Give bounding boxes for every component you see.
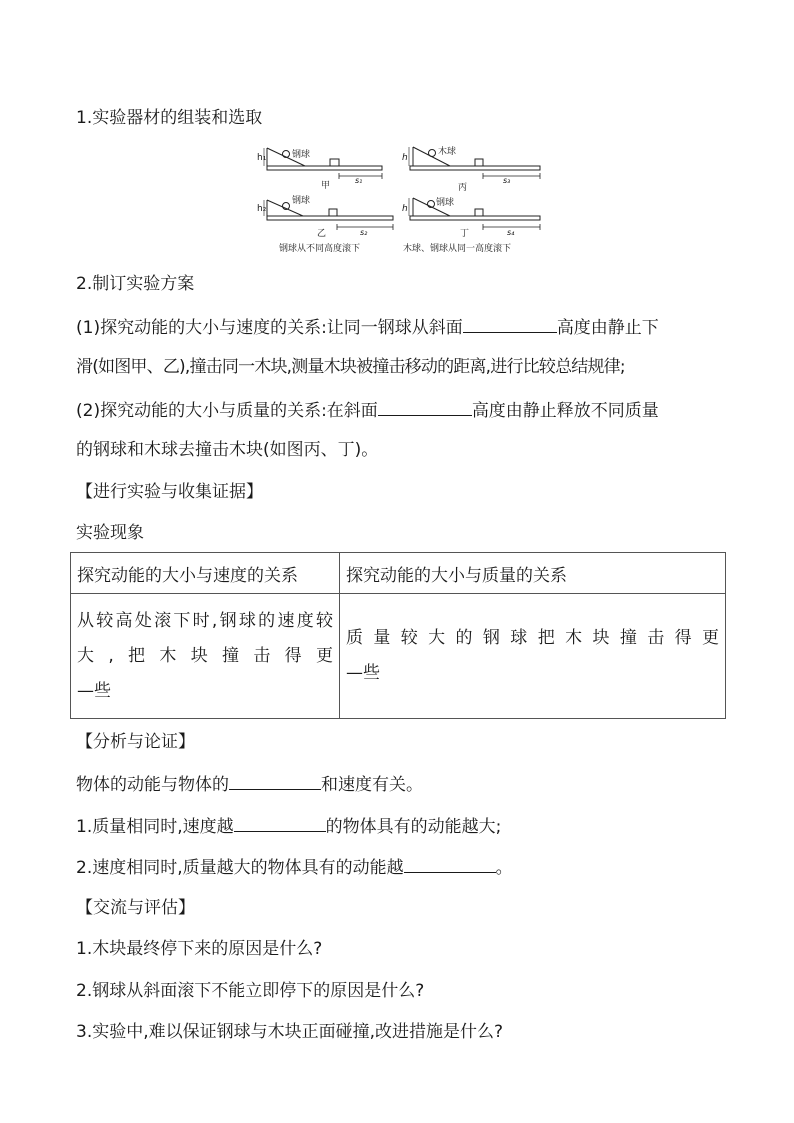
label-h1: h₁	[257, 153, 267, 163]
experiment-figure	[255, 138, 545, 256]
label-yi: 乙	[317, 229, 327, 239]
question-1: 1.木块最终停下来的原因是什么?	[76, 939, 323, 959]
caption-right: 木球、钢球从同一高度滚下	[403, 244, 512, 254]
analysis-line	[76, 772, 423, 796]
section-title-plan: 2.制订实验方案	[76, 274, 195, 294]
analysis-text-a: 物体的动能与物体的	[76, 775, 229, 795]
cell-speed-line-3: —些	[77, 680, 111, 701]
label-jia: 甲	[321, 181, 331, 191]
label-s4: s₄	[507, 228, 515, 237]
heading-experiment: 【进行实验与收集证据】	[76, 482, 263, 502]
label-ding: 丁	[460, 229, 470, 239]
conclusion-2-text-a: 2.速度相同时,质量越大的物体具有的动能越	[76, 858, 404, 878]
table-header-mass: 探究动能的大小与质量的关系	[340, 553, 726, 594]
setup-bing	[402, 145, 540, 193]
label-s3: s₃	[503, 176, 511, 185]
setup-ding	[402, 196, 540, 254]
question-3: 3.实验中,难以保证钢球与木块正面碰撞,改进措施是什么?	[76, 1022, 504, 1042]
cell-mass-line-2: —些	[346, 663, 380, 683]
table-header-row	[71, 553, 726, 594]
analysis-text-b: 和速度有关。	[321, 775, 423, 795]
label-steel-ball-ding: 钢球	[436, 198, 455, 208]
conclusion-1-text-b: 的物体具有的动能越大;	[325, 817, 502, 837]
label-steel-ball-yi: 钢球	[292, 196, 311, 206]
plan-1-text-b: 高度由静止下	[556, 318, 659, 338]
heading-analysis: 【分析与论证】	[76, 732, 195, 752]
phenomena-table	[70, 552, 726, 719]
table-cell-mass	[340, 594, 726, 719]
blank-analysis[interactable]	[229, 772, 321, 790]
label-h-bing: h	[402, 153, 408, 163]
label-h2: h₂	[257, 204, 267, 214]
setup-yi	[257, 194, 393, 254]
caption-left: 钢球从不同高度滚下	[279, 244, 361, 254]
setup-jia	[257, 148, 382, 191]
plan-1-line-1	[76, 315, 659, 339]
plan-1-line-2: 滑(如图甲、乙),撞击同一木块,测量木块被撞击移动的距离,进行比较总结规律;	[76, 357, 625, 377]
plan-2-line-2: 的钢球和木球去撞击木块(如图丙、丁)。	[76, 440, 379, 460]
section-title-apparatus: 1.实验器材的组装和选取	[76, 108, 263, 128]
conclusion-2-text-b: 。	[495, 858, 513, 878]
heading-evaluation: 【交流与评估】	[76, 898, 195, 918]
phenomena-title: 实验现象	[76, 523, 144, 543]
plan-2-text-a: (2)探究动能的大小与质量的关系:在斜面	[76, 401, 378, 421]
blank-plan-2[interactable]	[378, 398, 472, 416]
blank-plan-1[interactable]	[463, 315, 557, 333]
blank-conclusion-1[interactable]	[234, 814, 326, 832]
conclusion-2	[76, 855, 513, 879]
label-bing: 丙	[458, 183, 468, 193]
label-h-ding: h	[402, 204, 408, 214]
table-cell-speed	[71, 594, 340, 719]
plan-1-text-a: (1)探究动能的大小与速度的关系:让同一钢球从斜面	[76, 318, 463, 338]
plan-2-line-1	[76, 398, 659, 422]
table-header-speed: 探究动能的大小与速度的关系	[71, 553, 340, 594]
table-row	[71, 594, 726, 719]
label-s2: s₂	[360, 228, 368, 237]
label-wood-ball: 木球	[438, 147, 457, 157]
label-s1: s₁	[355, 176, 363, 185]
conclusion-1-text-a: 1.质量相同时,速度越	[76, 817, 234, 837]
cell-mass-line-1: 质量较大的钢球把木块撞击得更	[346, 628, 719, 648]
cell-speed-line-2: 大,把木块撞击得更	[77, 645, 333, 666]
cell-speed-line-1: 从较高处滚下时,钢球的速度较	[77, 610, 333, 631]
label-steel-ball-jia: 钢球	[292, 150, 311, 160]
conclusion-1	[76, 814, 501, 838]
plan-2-text-b: 高度由静止释放不同质量	[471, 401, 659, 421]
question-2: 2.钢球从斜面滚下不能立即停下的原因是什么?	[76, 981, 425, 1001]
blank-conclusion-2[interactable]	[404, 855, 496, 873]
